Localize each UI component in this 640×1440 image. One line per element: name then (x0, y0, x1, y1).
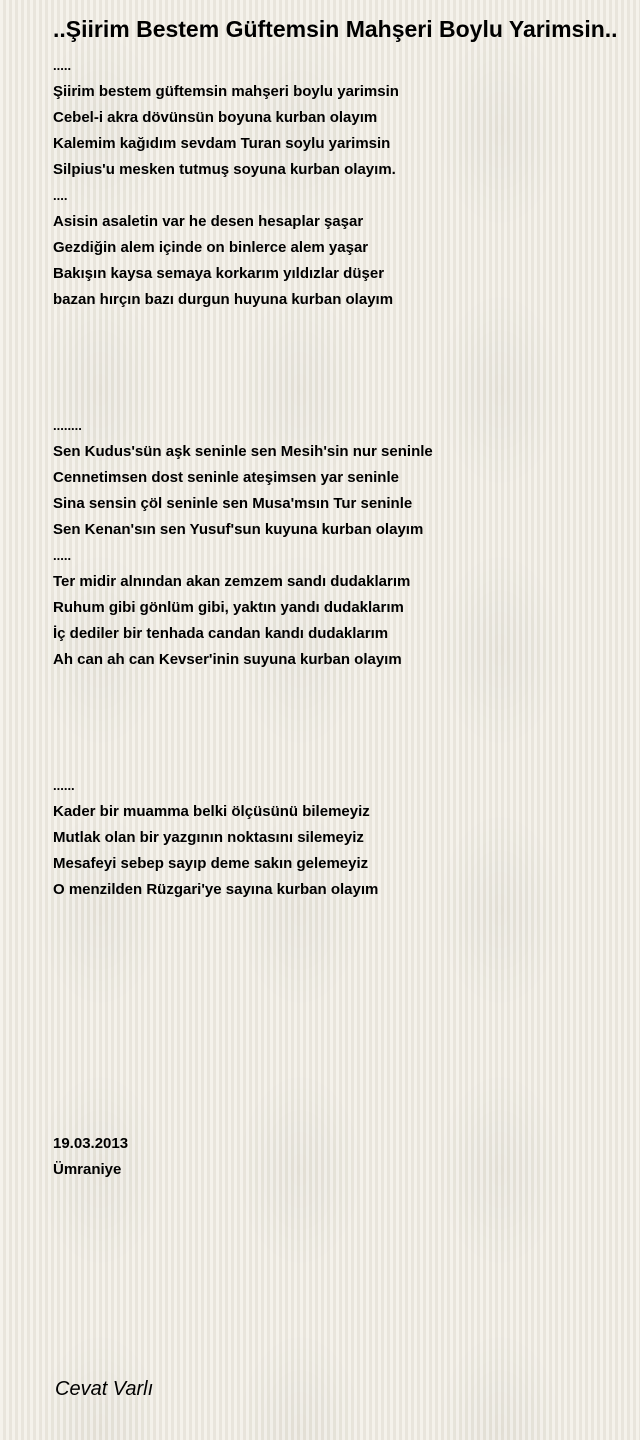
poem-title: ..Şiirim Bestem Güftemsin Mahşeri Boylu Yarimsin.. (53, 16, 618, 42)
poem-line: Sen Kenan'sın sen Yusuf'sun kuyuna kurban olayım (53, 521, 424, 538)
poem-line: Sen Kudus'sün aşk seninle sen Mesih'sin nur seninle (53, 443, 433, 460)
poem-line: Mesafeyi sebep sayıp deme sakın gelemeyiz (53, 855, 369, 872)
poem-line: Ter midir alnından akan zemzem sandı dudaklarım (53, 573, 411, 590)
poem-line: bazan hırçın bazı durgun huyuna kurban olayım (53, 291, 394, 308)
poem-meta (53, 1131, 128, 1183)
poem-line: ...... (53, 778, 75, 793)
stanza-1 (53, 53, 399, 313)
poem-place: Ümraniye (53, 1161, 122, 1178)
poem-line: Sina sensin çöl seninle sen Musa'msın Tur seninle (53, 495, 413, 512)
poem-line: .... (53, 188, 68, 203)
poem-line: Kalemim kağıdım sevdam Turan soylu yarimsin (53, 135, 391, 152)
poem-line: Kader bir muamma belki ölçüsünü bilemeyiz (53, 803, 370, 820)
poem-line: Asisin asaletin var he desen hesaplar şaşar (53, 213, 364, 230)
poem-line: Cebel-i akra dövünsün boyuna kurban olayım (53, 109, 378, 126)
poem-date: 19.03.2013 (53, 1135, 129, 1152)
poem-line: Ah can ah can Kevser'inin suyuna kurban olayım (53, 651, 402, 668)
poem-line: O menzilden Rüzgari'ye sayına kurban olayım (53, 881, 379, 898)
stanza-2 (53, 413, 433, 673)
poem-line: ..... (53, 548, 72, 563)
poem-line: ..... (53, 58, 72, 73)
poem-line: Bakışın kaysa semaya korkarım yıldızlar düşer (53, 265, 385, 282)
poem-line: Gezdiğin alem içinde on binlerce alem yaşar (53, 239, 369, 256)
author-signature: Cevat Varlı (55, 1378, 154, 1400)
poem-line: Cennetimsen dost seninle ateşimsen yar seninle (53, 469, 399, 486)
poem-line: İç dediler bir tenhada candan kandı dudaklarım (53, 625, 389, 642)
poem-line: Ruhum gibi gönlüm gibi, yaktın yandı dudaklarım (53, 599, 404, 616)
stanza-3 (53, 773, 378, 903)
poem-line: Silpius'u mesken tutmuş soyuna kurban olayım. (53, 161, 396, 178)
poem-line: Şiirim bestem güftemsin mahşeri boylu yarimsin (53, 83, 399, 100)
poem-line: ........ (53, 418, 82, 433)
poem-line: Mutlak olan bir yazgının noktasını silemeyiz (53, 829, 364, 846)
